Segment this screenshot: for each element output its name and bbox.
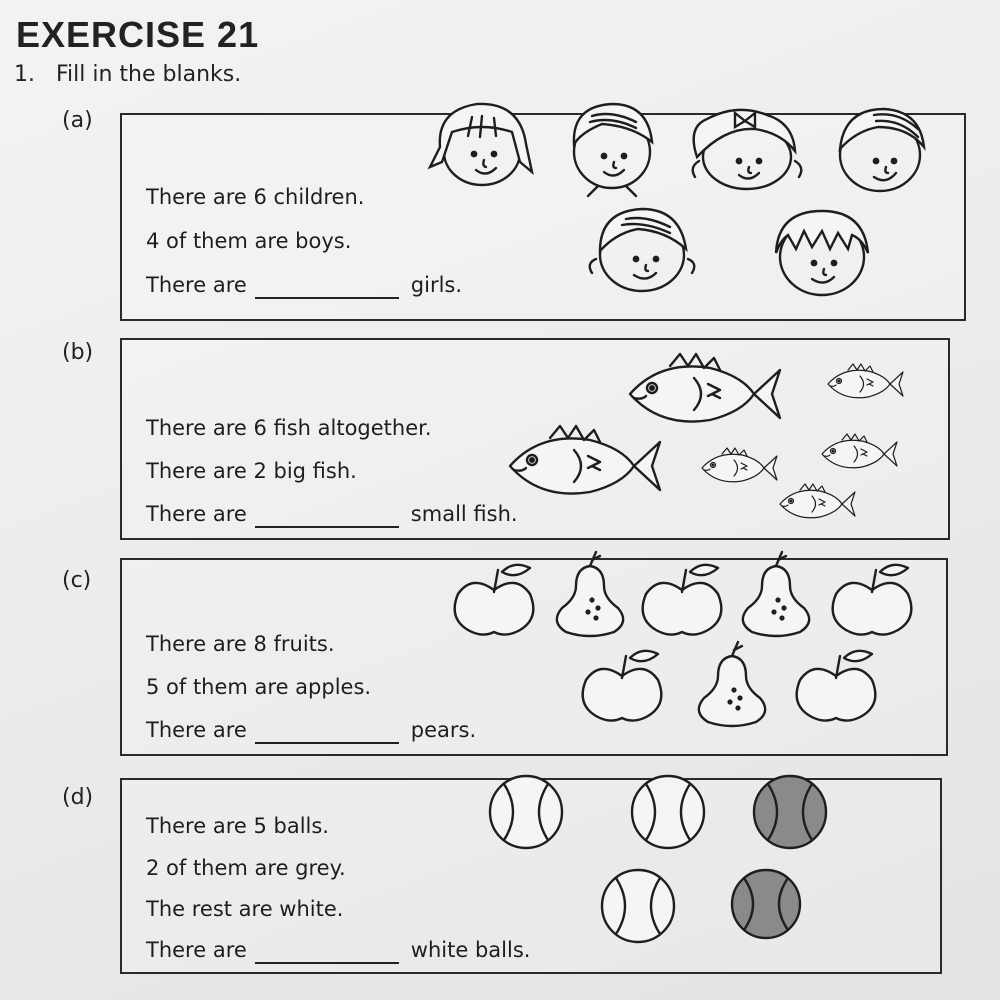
part-b-label: (b) (62, 340, 94, 365)
part-c-blank-line (146, 718, 476, 744)
part-c-answer-input[interactable] (255, 718, 399, 744)
part-a-blank-prefix: There are (146, 273, 247, 297)
part-d-line-3: The rest are white. (146, 897, 344, 921)
part-b-answer-input[interactable] (255, 502, 399, 528)
part-a-line-2: 4 of them are boys. (146, 229, 352, 253)
part-a-box (120, 113, 966, 321)
part-c-label: (c) (62, 568, 92, 593)
part-b-blank-line (146, 502, 518, 528)
part-a-blank-suffix: girls. (410, 273, 463, 297)
part-b-blank-suffix: small fish. (410, 502, 518, 526)
part-c-line-2: 5 of them are apples. (146, 675, 372, 699)
part-d-box (120, 778, 942, 974)
part-b-blank-prefix: There are (146, 502, 247, 526)
part-c-blank-suffix: pears. (410, 718, 477, 742)
part-a-label: (a) (62, 108, 93, 133)
part-d-line-1: There are 5 balls. (146, 814, 329, 838)
fish-icon (502, 344, 942, 534)
question-number: 1. (14, 62, 35, 87)
question-instruction: Fill in the blanks. (56, 62, 242, 87)
part-c-box (120, 558, 948, 756)
balls-icon (472, 780, 852, 950)
part-d-blank-prefix: There are (146, 938, 247, 962)
exercise-title: EXERCISE 21 (16, 14, 260, 55)
part-a-line-1: There are 6 children. (146, 185, 365, 209)
part-b-box (120, 338, 950, 540)
question-heading (14, 62, 241, 87)
fruits-icon (442, 564, 942, 754)
part-c-blank-prefix: There are (146, 718, 247, 742)
part-d-blank-suffix: white balls. (410, 938, 531, 962)
part-d-answer-input[interactable] (255, 938, 399, 964)
part-c-line-1: There are 8 fruits. (146, 632, 335, 656)
part-d-label: (d) (62, 785, 94, 810)
part-a-answer-input[interactable] (255, 273, 399, 299)
part-b-line-2: There are 2 big fish. (146, 459, 357, 483)
part-b-line-1: There are 6 fish altogether. (146, 416, 432, 440)
children-faces-icon (402, 107, 962, 317)
part-d-line-2: 2 of them are grey. (146, 856, 346, 880)
